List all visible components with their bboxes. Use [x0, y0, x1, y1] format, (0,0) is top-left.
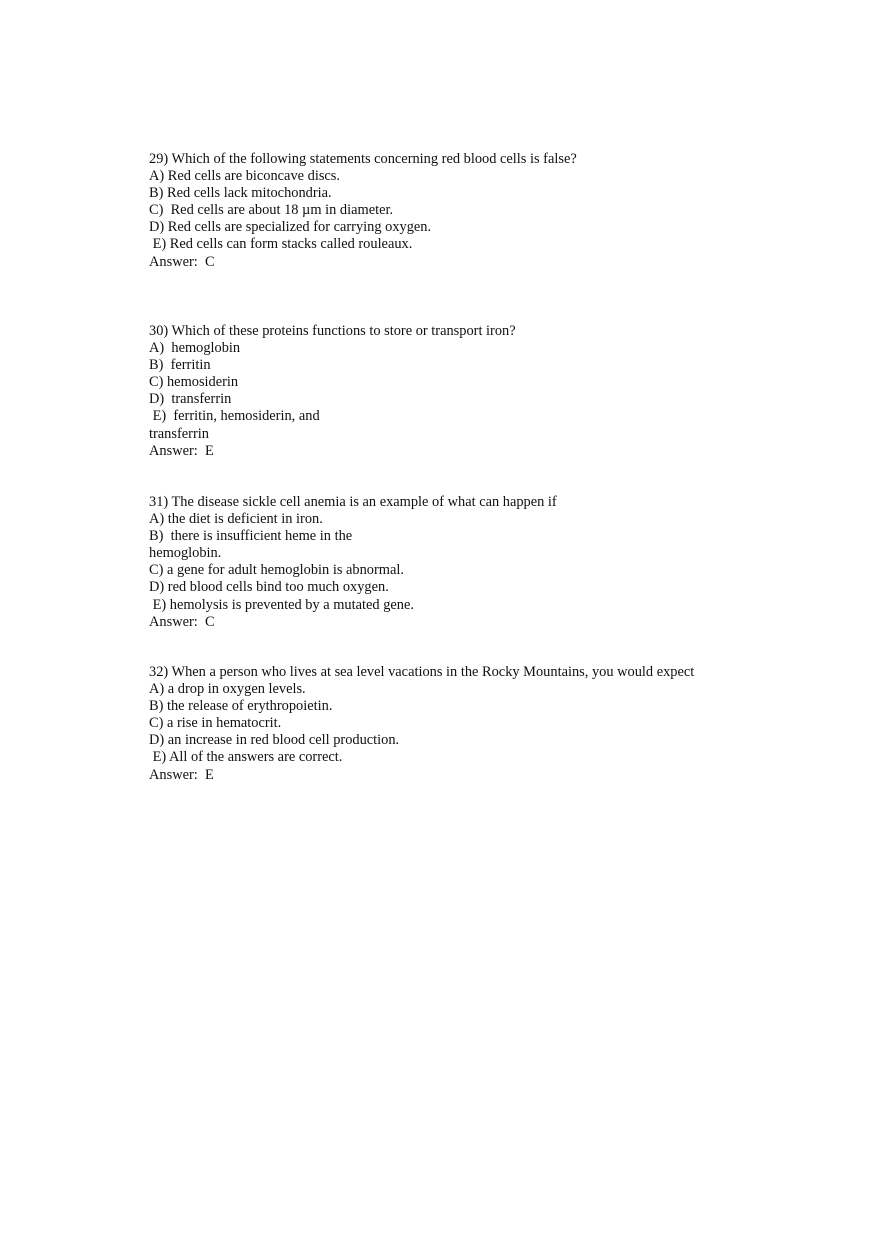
option-e: E) hemolysis is prevented by a mutated gene.	[149, 596, 414, 613]
answer-line: Answer: C	[149, 253, 215, 270]
option-d: D) an increase in red blood cell production.	[149, 732, 400, 749]
option-a: A) Red cells are biconcave discs.	[149, 168, 340, 185]
question-32	[149, 664, 809, 784]
option-a: A) a drop in oxygen levels.	[149, 681, 306, 698]
question-stem: 30) Which of these proteins functions to store or transport iron?	[149, 323, 516, 339]
option-a: A) hemoglobin	[149, 340, 241, 357]
answer-line: Answer: C	[149, 613, 215, 630]
question-stem: 32) When a person who lives at sea level vacations in the Rocky Mountains, you would expect	[149, 664, 695, 680]
option-b: B) ferritin	[149, 357, 211, 374]
option-d: D) transferrin	[149, 391, 232, 408]
option-b-continued: hemoglobin.	[149, 545, 222, 562]
option-a: A) the diet is deficient in iron.	[149, 511, 323, 528]
question-stem: 31) The disease sickle cell anemia is an example of what can happen if	[149, 494, 557, 510]
option-d: D) red blood cells bind too much oxygen.	[149, 579, 389, 596]
answer-line: Answer: E	[149, 442, 214, 459]
question-29	[149, 151, 809, 271]
option-e-continued: transferrin	[149, 425, 209, 442]
question-31	[149, 494, 809, 631]
question-30	[149, 323, 809, 460]
option-c: C) Red cells are about 18 µm in diameter.	[149, 202, 394, 219]
option-b: B) Red cells lack mitochondria.	[149, 185, 332, 202]
question-stem: 29) Which of the following statements concerning red blood cells is false?	[149, 151, 577, 167]
option-e: E) Red cells can form stacks called rouleaux.	[149, 236, 413, 253]
option-b: B) the release of erythropoietin.	[149, 698, 333, 715]
option-c: C) a gene for adult hemoglobin is abnormal.	[149, 562, 404, 579]
option-c: C) hemosiderin	[149, 374, 239, 391]
option-d: D) Red cells are specialized for carrying oxygen.	[149, 219, 432, 236]
option-b: B) there is insufficient heme in the	[149, 528, 353, 545]
option-c: C) a rise in hematocrit.	[149, 715, 282, 732]
option-e: E) ferritin, hemosiderin, and	[149, 408, 320, 425]
answer-line: Answer: E	[149, 766, 214, 783]
option-e: E) All of the answers are correct.	[149, 749, 343, 766]
